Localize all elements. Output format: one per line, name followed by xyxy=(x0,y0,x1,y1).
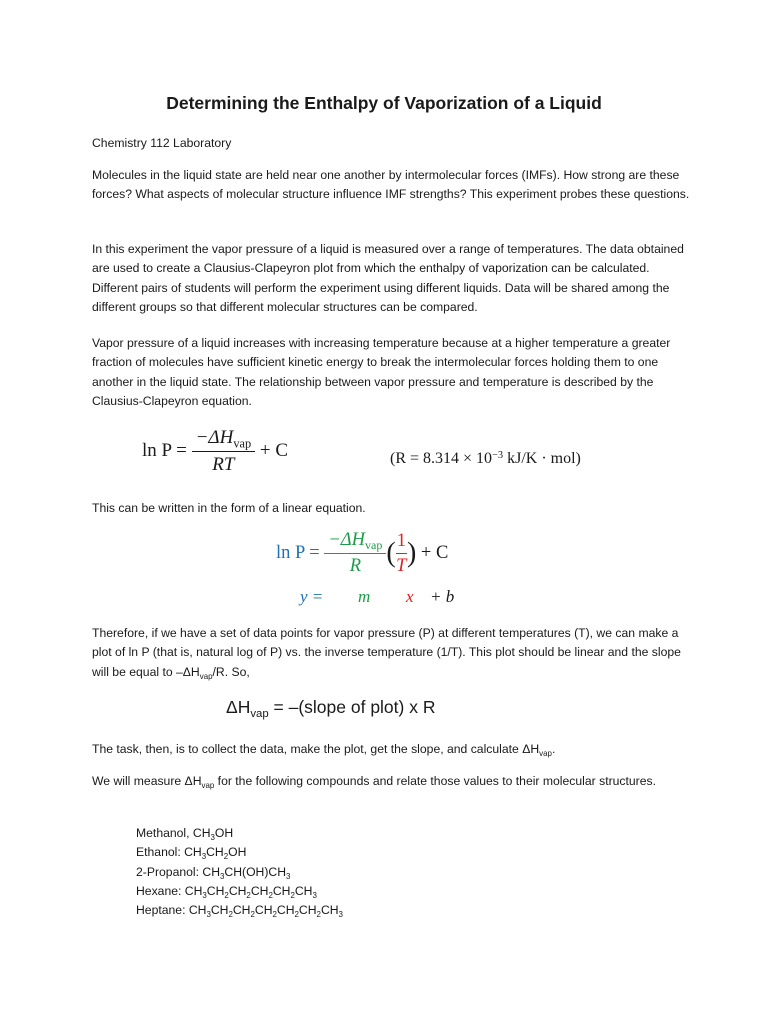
page-title: Determining the Enthalpy of Vaporization of a Liquid xyxy=(166,93,602,113)
clausius-clapeyron-equation xyxy=(142,427,288,476)
compound-list xyxy=(136,824,343,920)
eq2-close-paren: ) xyxy=(406,537,417,569)
eq1-denominator: RT xyxy=(212,454,235,475)
eq2-inverse-den: T xyxy=(396,555,407,576)
eq1-numerator-sub: vap xyxy=(233,436,252,451)
eq2-slope-fraction xyxy=(324,530,386,577)
eq2-numerator: −ΔH xyxy=(328,530,366,550)
compound-item: Hexane: $CH_3CH_2CH_2CH_2CH_2CH_3$ xyxy=(136,883,317,900)
eq1-fraction xyxy=(192,427,256,476)
eq1-numerator: −ΔH xyxy=(195,427,234,448)
eq2-inverse-num: 1 xyxy=(396,531,407,554)
eq2-inverse-fraction xyxy=(396,531,407,577)
gas-constant-exp: −3 xyxy=(492,449,504,461)
eq2-denominator: R xyxy=(349,556,361,576)
compound-item: Heptane: $CH_3CH_2CH_2CH_2CH_2CH_2CH_3$ xyxy=(136,903,343,919)
compounds-intro-paragraph: We will measure $\Delta H_{vap}$ for the following compounds and relate those values to their molecular structures. xyxy=(92,774,656,790)
eq2-y: y = xyxy=(300,587,324,606)
linear-equation xyxy=(276,530,448,577)
course-label: Chemistry 112 Laboratory xyxy=(92,136,232,150)
linear-form-paragraph: This can be written in the form of a linear equation. xyxy=(92,501,366,515)
plot-paragraph: Therefore, if we have a set of data points for vapor pressure (P) at different temperatures (T), we can make a plot of ln P (that is, natural log of P) vs. the inverse temperature (1/T). This plot should be linear and the slope will be equal to $-\Delta H_{vap}/R$. So, xyxy=(92,626,681,681)
gas-constant-pre: (R = 8.314 × 10 xyxy=(390,450,493,467)
compound-item: Ethanol: $CH_3CH_2OH$ xyxy=(136,845,247,862)
compound-item: 2-Propanol: $CH_3CH(OH)CH_3$ xyxy=(136,864,291,881)
compound-item: Methanol, $CH_3OH$ xyxy=(136,826,234,842)
experiment-paragraph: In this experiment the vapor pressure of a liquid is measured over a range of temperatures. The data obtained are used to create a Clausius-Clapeyron plot from which the enthalpy of vaporization can be calculated. Different pairs of students will perform the experiment using different liquids. Data will be shared among the different groups so that different molecular structures can be compared. xyxy=(92,242,684,314)
eq1-tail: + C xyxy=(259,439,289,461)
linear-variables xyxy=(300,587,500,609)
eq1-lhs: ln P = xyxy=(142,439,187,461)
eq2-lhs: ln P = xyxy=(276,542,320,563)
vapor-pressure-paragraph: Vapor pressure of a liquid increases with increasing temperature because at a higher temperature a greater fraction of molecules have sufficient kinetic energy to break the intermolecular forces holding them to one another in the liquid state. The relationship between vapor pressure and temperature is described by the Clausius-Clapeyron equation. xyxy=(92,336,671,408)
eq2-b: + b xyxy=(430,587,455,606)
eq2-tail: + C xyxy=(420,542,449,563)
gas-constant xyxy=(390,450,581,468)
intro-paragraph: Molecules in the liquid state are held near one another by intermolecular forces (IMFs). How strong are these forces? What aspects of molecular structure influence IMF strengths? This experiment probes these questions. xyxy=(92,168,690,202)
enthalpy-formula: $\Delta H_{vap}$ = –(slope of plot) x R xyxy=(226,697,436,720)
eq2-x: x xyxy=(406,587,414,606)
task-paragraph: The task, then, is to collect the data, make the plot, get the slope, and calculate $\Delta H_{vap}$. xyxy=(92,742,556,758)
eq2-numerator-sub: vap xyxy=(365,538,383,553)
eq2-m: m xyxy=(358,587,371,606)
gas-constant-post: kJ/K · mol) xyxy=(503,450,581,467)
eq2-open-paren: ( xyxy=(386,537,396,569)
